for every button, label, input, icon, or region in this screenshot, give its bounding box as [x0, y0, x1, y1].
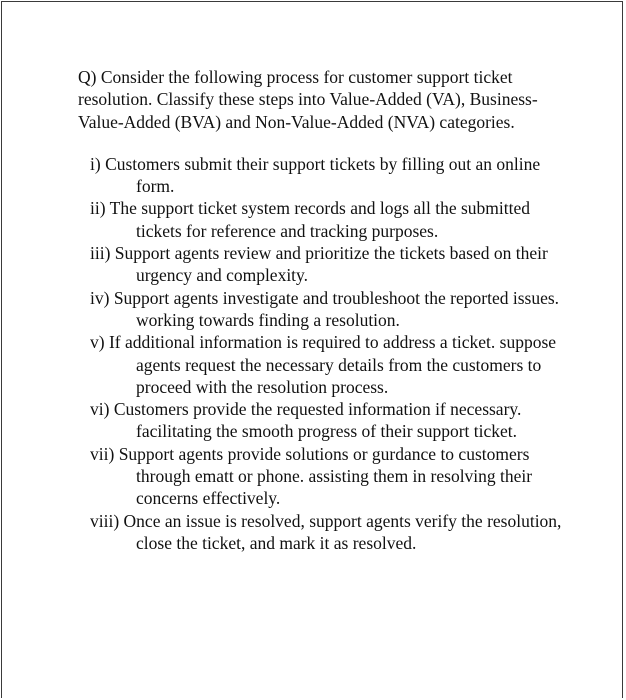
step-numeral: ii) [90, 198, 106, 219]
step-numeral: iv) [90, 287, 110, 308]
step-numeral: i) [90, 153, 101, 174]
question-text: Q) Consider the following process for customer support ticket resolution. Classify these steps into Value-Added (VA), Business-Value-Added (BVA) and Non-Value-Added (NVA) categories. [78, 67, 538, 132]
step-numeral: vii) [90, 443, 115, 464]
step-text: Customers submit their support tickets by filling out an online form. [105, 153, 541, 197]
step-text: Once an issue is resolved, support agents verify the resolution, close the ticket, and mark it as resolved. [123, 510, 562, 553]
step-text: Support agents investigate and troubleshoot the reported issues. working towards finding a resolution. [113, 287, 560, 330]
process-step [90, 331, 578, 398]
process-step [90, 510, 578, 555]
step-numeral: v) [90, 332, 105, 353]
process-step [90, 443, 578, 510]
step-numeral: vi) [90, 399, 110, 420]
document-content [78, 66, 578, 554]
step-text: The support ticket system records and logs all the submitted tickets for reference and tracking purposes. [109, 198, 531, 241]
step-text: Support agents review and prioritize the tickets based on their urgency and complexity. [114, 243, 548, 286]
process-step [90, 197, 578, 242]
step-text: Support agents provide solutions or gurdance to customers through ematt or phone. assisting them in resolving their concerns effectively. [118, 443, 533, 509]
step-text: If additional information is required to address a ticket. suppose agents request the necessary details from the customers to proceed with the resolution process. [108, 332, 557, 397]
step-numeral: iii) [90, 243, 111, 264]
document-frame [1, 1, 623, 698]
step-numeral: viii) [90, 510, 120, 531]
process-step [90, 242, 578, 287]
step-text: Customers provide the requested information if necessary. facilitating the smooth progress of their support ticket. [113, 399, 522, 442]
process-step [90, 287, 578, 332]
process-step [90, 398, 578, 443]
process-steps-list [78, 153, 578, 554]
process-step [90, 153, 578, 198]
